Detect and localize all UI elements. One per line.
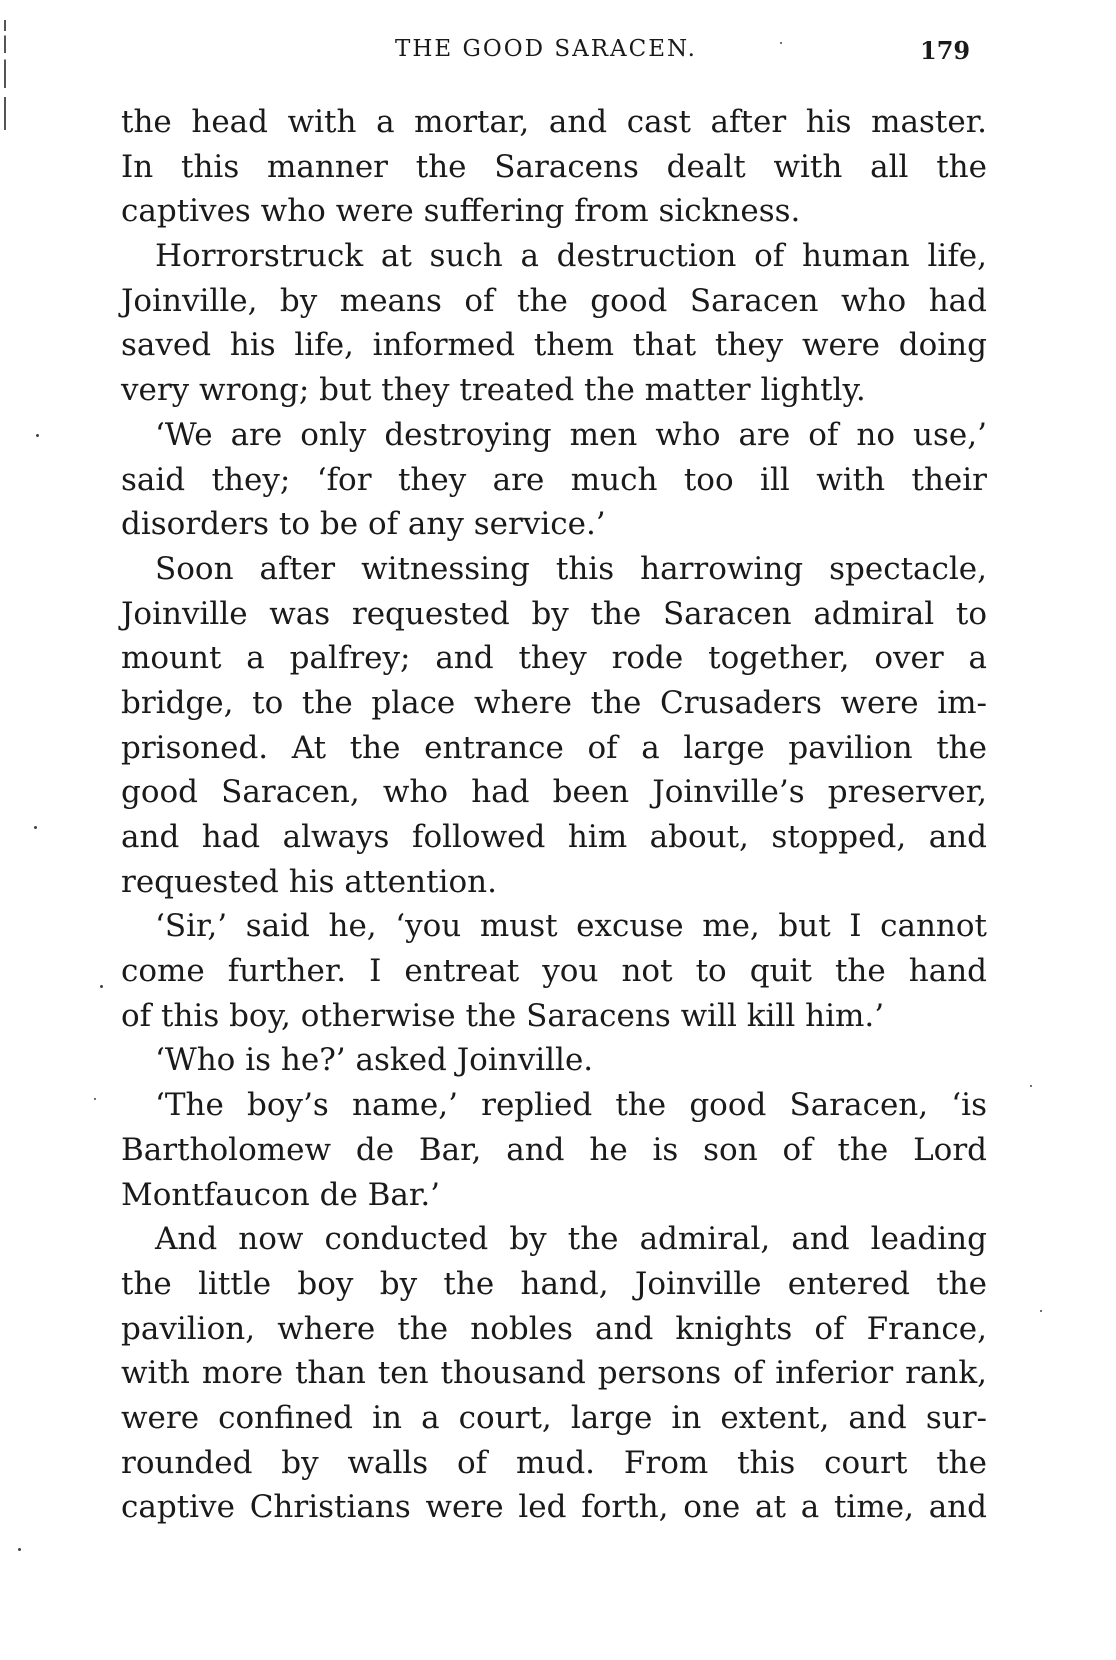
text-line: pavilion, where the nobles and knights of France, bbox=[121, 1310, 987, 1347]
text-line: Montfaucon de Bar.’ bbox=[121, 1176, 441, 1213]
text-line: rounded by walls of mud. From this court the bbox=[121, 1444, 987, 1481]
text-line: ‘The boy’s name,’ replied the good Saracen, ‘is bbox=[155, 1087, 987, 1124]
text-line: requested his attention. bbox=[121, 863, 497, 900]
text-line: good Saracen, who had been Joinville’s preserver, bbox=[121, 774, 987, 811]
page-header bbox=[0, 36, 1116, 76]
page-number: 179 bbox=[920, 36, 971, 65]
text-line: come further. I entreat you not to quit the hand bbox=[121, 953, 987, 990]
paper-speck bbox=[1040, 1310, 1042, 1312]
text-line: saved his life, informed them that they were doing bbox=[121, 327, 987, 364]
paper-speck bbox=[780, 42, 782, 44]
text-line: the little boy by the hand, Joinville entered the bbox=[121, 1265, 987, 1302]
text-line: were confined in a court, large in extent, and sur- bbox=[121, 1399, 987, 1436]
text-line: ‘Sir,’ said he, ‘you must excuse me, but I cannot bbox=[155, 908, 987, 945]
paper-speck bbox=[94, 1098, 96, 1100]
text-line: bridge, to the place where the Crusaders were im- bbox=[121, 684, 987, 721]
text-line: of this boy, otherwise the Saracens will kill him.’ bbox=[121, 997, 885, 1034]
text-line: very wrong; but they treated the matter lightly. bbox=[121, 372, 866, 409]
text-line: ‘Who is he?’ asked Joinville. bbox=[155, 1042, 594, 1079]
paper-speck bbox=[36, 434, 39, 437]
paper-speck bbox=[18, 1548, 21, 1551]
text-line: captive Christians were led forth, one at a time, and bbox=[121, 1489, 987, 1526]
text-line: Soon after witnessing this harrowing spectacle, bbox=[155, 550, 987, 587]
text-line: Joinville, by means of the good Saracen who had bbox=[121, 282, 987, 319]
text-line: disorders to be of any service.’ bbox=[121, 506, 606, 543]
text-line: In this manner the Saracens dealt with all the bbox=[121, 148, 987, 185]
paper-speck bbox=[34, 826, 37, 829]
text-line: Bartholomew de Bar, and he is son of the Lord bbox=[121, 1131, 987, 1168]
text-line: and had always followed him about, stopped, and bbox=[121, 819, 987, 855]
text-line: prisoned. At the entrance of a large pavilion the bbox=[121, 729, 987, 766]
text-line: And now conducted by the admiral, and leading bbox=[155, 1221, 987, 1258]
text-line: the head with a mortar, and cast after his master. bbox=[121, 104, 987, 140]
paper-speck bbox=[1030, 1085, 1032, 1087]
text-line: Horrorstruck at such a destruction of human life, bbox=[155, 238, 987, 275]
text-line: with more than ten thousand persons of inferior rank, bbox=[121, 1355, 987, 1392]
paper-speck bbox=[100, 985, 103, 988]
text-line: mount a palfrey; and they rode together, over a bbox=[121, 640, 987, 677]
body-text bbox=[121, 100, 987, 1530]
text-line: captives who were suffering from sickness. bbox=[121, 193, 801, 230]
text-line: Joinville was requested by the Saracen admiral to bbox=[121, 595, 987, 632]
text-line: ‘We are only destroying men who are of no use,’ bbox=[155, 416, 987, 453]
text-line: said they; ‘for they are much too ill with their bbox=[121, 461, 987, 498]
running-title: THE GOOD SARACEN. bbox=[395, 36, 697, 62]
